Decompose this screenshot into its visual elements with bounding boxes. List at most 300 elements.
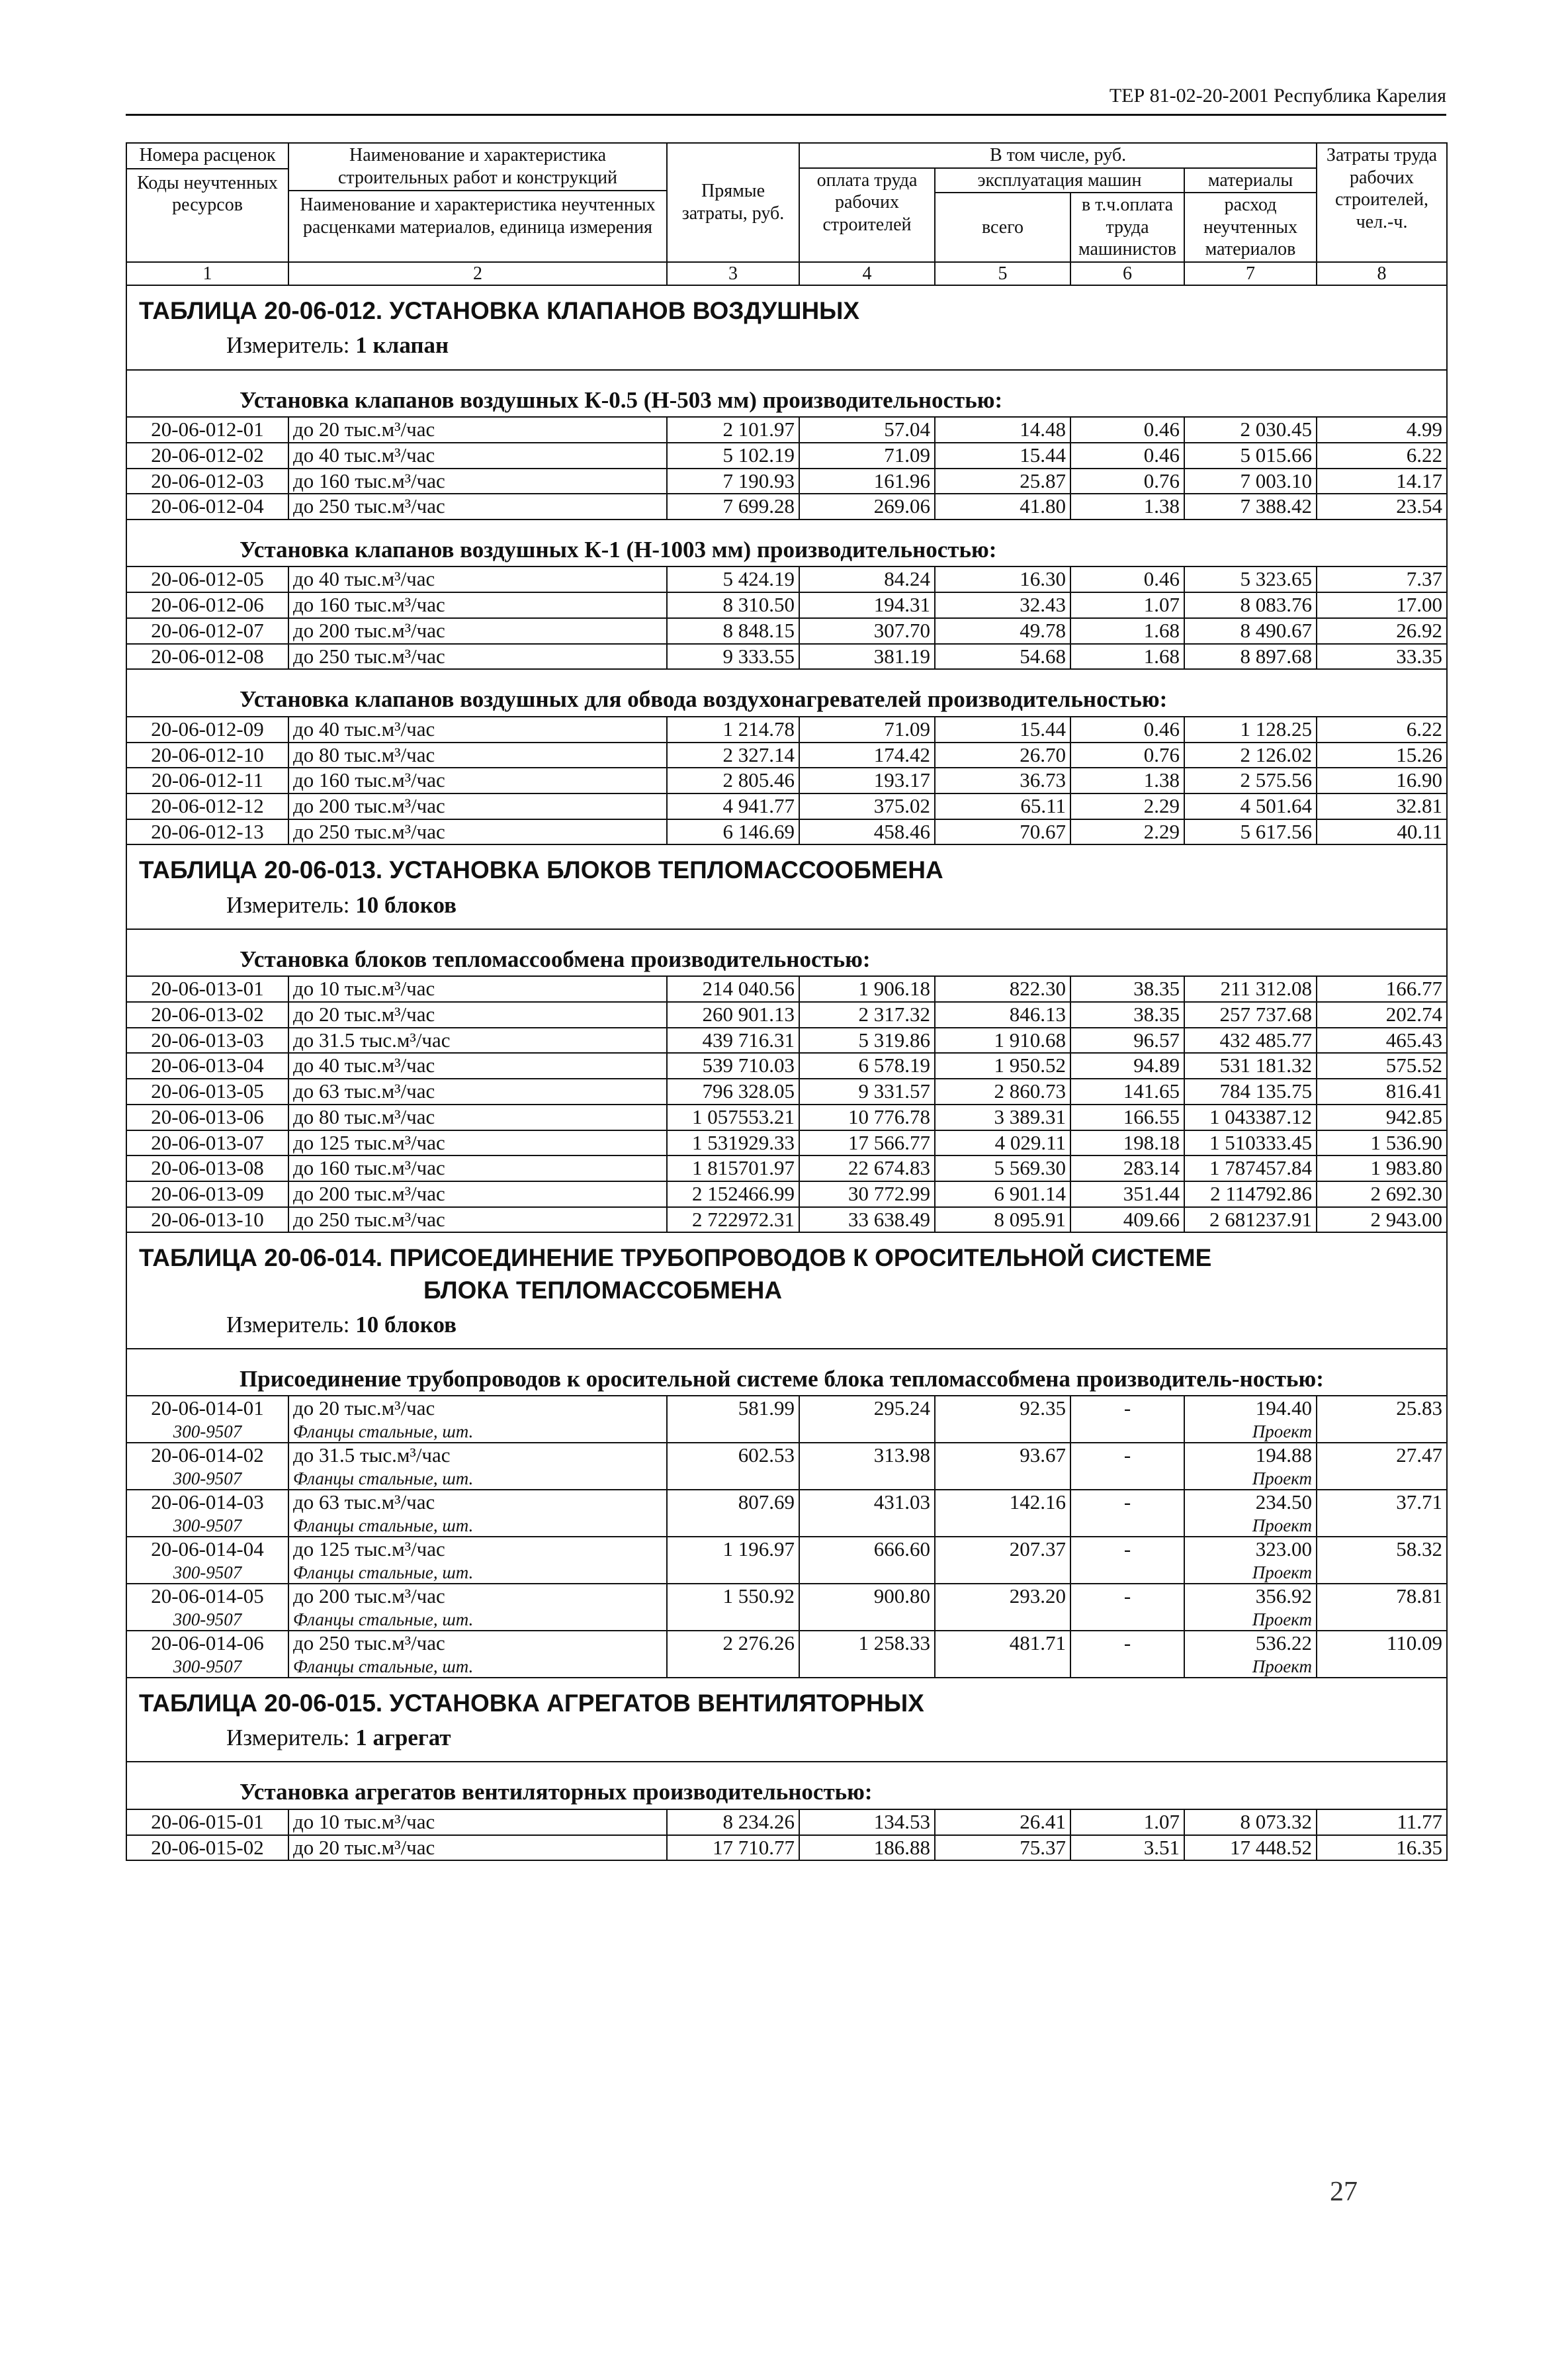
machines-total: 142.16 [935, 1490, 1070, 1515]
materials-cost: 1 510333.45 [1184, 1130, 1317, 1156]
table-subrow [126, 1656, 1447, 1678]
rate-name: до 250 тыс.м³/час [288, 1207, 667, 1233]
labor-hours: 1 536.90 [1317, 1130, 1447, 1156]
table-row [126, 1181, 1447, 1207]
wages: 33 638.49 [799, 1207, 935, 1233]
table-row [126, 1809, 1447, 1835]
section-heading: Присоединение трубопроводов к оросительной системе блока тепломассобмена производитель-ностью: [126, 1349, 1447, 1396]
machinists-wages: 198.18 [1070, 1130, 1184, 1156]
materials-cost: 4 501.64 [1184, 793, 1317, 819]
machinists-wages: 0.46 [1070, 417, 1184, 443]
direct-cost: 5 424.19 [667, 566, 799, 592]
rate-name: до 63 тыс.м³/час [288, 1490, 667, 1515]
materials-cost: 5 323.65 [1184, 566, 1317, 592]
machines-total: 26.41 [935, 1809, 1070, 1835]
machinists-wages: 38.35 [1070, 1002, 1184, 1028]
rate-code: 20-06-013-05 [126, 1079, 288, 1105]
empty-cell [799, 1421, 935, 1443]
table-title-row [126, 285, 1447, 330]
labor-hours: 942.85 [1317, 1105, 1447, 1130]
rate-name: до 20 тыс.м³/час [288, 417, 667, 443]
measure-label: Измеритель: [226, 1725, 350, 1751]
section-heading-row [126, 929, 1447, 977]
rate-name: до 160 тыс.м³/час [288, 592, 667, 618]
machines-total: 75.37 [935, 1835, 1070, 1861]
materials-cost: 2 681237.91 [1184, 1207, 1317, 1233]
rate-name: до 40 тыс.м³/час [288, 443, 667, 469]
rate-name: до 40 тыс.м³/час [288, 566, 667, 592]
table-title [126, 1678, 1447, 1722]
materials-cost: 356.92 [1184, 1584, 1317, 1609]
rate-code: 20-06-012-06 [126, 592, 288, 618]
empty-cell [935, 1468, 1070, 1490]
resource-code: 300-9507 [126, 1609, 288, 1631]
rate-name: до 200 тыс.м³/час [288, 1584, 667, 1609]
rate-code: 20-06-012-11 [126, 768, 288, 793]
labor-hours: 6.22 [1317, 443, 1447, 469]
materials-cost: 2 575.56 [1184, 768, 1317, 793]
section-heading: Установка клапанов воздушных для обвода воздухонагревателей производительностью: [126, 669, 1447, 717]
table-subrow [126, 1562, 1447, 1584]
machines-total: 5 569.30 [935, 1155, 1070, 1181]
machines-total: 92.35 [935, 1396, 1070, 1421]
rate-name: до 200 тыс.м³/час [288, 618, 667, 644]
rate-name: до 20 тыс.м³/час [288, 1002, 667, 1028]
table-row [126, 566, 1447, 592]
direct-cost: 5 102.19 [667, 443, 799, 469]
labor-hours: 16.35 [1317, 1835, 1447, 1861]
machines-total: 36.73 [935, 768, 1070, 793]
rate-code: 20-06-013-04 [126, 1053, 288, 1079]
table-row [126, 1130, 1447, 1156]
labor-hours: 40.11 [1317, 819, 1447, 845]
wages: 10 776.78 [799, 1105, 935, 1130]
rate-name: до 160 тыс.м³/час [288, 1155, 667, 1181]
labor-hours: 26.92 [1317, 618, 1447, 644]
col-code-header [126, 143, 288, 262]
direct-cost: 7 699.28 [667, 494, 799, 520]
materials-cost: 1 043387.12 [1184, 1105, 1317, 1130]
empty-cell [799, 1515, 935, 1537]
resource-name: Фланцы стальные, шт. [288, 1468, 667, 1490]
empty-cell [667, 1515, 799, 1537]
materials-cost: 8 490.67 [1184, 618, 1317, 644]
table-row [126, 1835, 1447, 1861]
resource-materials: Проект [1184, 1515, 1317, 1537]
col-machines-header: всего [935, 193, 1070, 262]
materials-cost: 8 083.76 [1184, 592, 1317, 618]
col-number: 1 [126, 262, 288, 285]
wages: 193.17 [799, 768, 935, 793]
wages: 313.98 [799, 1443, 935, 1468]
direct-cost: 2 101.97 [667, 417, 799, 443]
resource-code: 300-9507 [126, 1421, 288, 1443]
measure-unit [126, 1722, 1447, 1762]
rate-name: до 250 тыс.м³/час [288, 819, 667, 845]
measure-unit [126, 889, 1447, 929]
table-subrow [126, 1421, 1447, 1443]
rate-name: до 250 тыс.м³/час [288, 494, 667, 520]
rate-name: до 160 тыс.м³/час [288, 469, 667, 494]
resource-name: Фланцы стальные, шт. [288, 1515, 667, 1537]
rate-code: 20-06-013-07 [126, 1130, 288, 1156]
machines-total: 15.44 [935, 717, 1070, 743]
rates-table [126, 142, 1448, 1861]
direct-cost: 539 710.03 [667, 1053, 799, 1079]
machinists-wages: - [1070, 1631, 1184, 1656]
machinists-wages: 0.76 [1070, 469, 1184, 494]
table-title-text: ТАБЛИЦА 20-06-012. УСТАНОВКА КЛАПАНОВ ВОЗДУШНЫХ [139, 297, 860, 325]
machines-total: 93.67 [935, 1443, 1070, 1468]
empty-cell [935, 1609, 1070, 1631]
rate-code: 20-06-013-02 [126, 1002, 288, 1028]
table-subrow [126, 1609, 1447, 1631]
rate-name: до 20 тыс.м³/час [288, 1835, 667, 1861]
resource-materials: Проект [1184, 1656, 1317, 1678]
wages: 1 906.18 [799, 976, 935, 1002]
machines-total: 14.48 [935, 417, 1070, 443]
wages: 161.96 [799, 469, 935, 494]
materials-cost: 323.00 [1184, 1537, 1317, 1562]
rate-name: до 80 тыс.м³/час [288, 743, 667, 768]
measure-label: Измеритель: [226, 1311, 350, 1337]
labor-hours: 6.22 [1317, 717, 1447, 743]
resource-name: Фланцы стальные, шт. [288, 1421, 667, 1443]
machines-total: 8 095.91 [935, 1207, 1070, 1233]
labor-hours: 78.81 [1317, 1584, 1447, 1609]
materials-cost: 2 126.02 [1184, 743, 1317, 768]
wages: 9 331.57 [799, 1079, 935, 1105]
table-row [126, 1537, 1447, 1562]
labor-hours: 465.43 [1317, 1028, 1447, 1054]
labor-hours: 23.54 [1317, 494, 1447, 520]
rate-code: 20-06-015-01 [126, 1809, 288, 1835]
direct-cost: 439 716.31 [667, 1028, 799, 1054]
empty-cell [667, 1609, 799, 1631]
table-row [126, 1443, 1447, 1468]
resource-name: Фланцы стальные, шт. [288, 1562, 667, 1584]
direct-cost: 17 710.77 [667, 1835, 799, 1861]
rate-name: до 160 тыс.м³/час [288, 768, 667, 793]
materials-cost: 234.50 [1184, 1490, 1317, 1515]
materials-cost: 5 617.56 [1184, 819, 1317, 845]
col-number: 2 [288, 262, 667, 285]
machines-total: 1 950.52 [935, 1053, 1070, 1079]
machines-total: 70.67 [935, 819, 1070, 845]
rate-name: до 10 тыс.м³/час [288, 976, 667, 1002]
col-number: 3 [667, 262, 799, 285]
direct-cost: 260 901.13 [667, 1002, 799, 1028]
section-heading-row [126, 520, 1447, 567]
rate-code: 20-06-014-03 [126, 1490, 288, 1515]
machines-total: 6 901.14 [935, 1181, 1070, 1207]
table-row [126, 417, 1447, 443]
rate-code: 20-06-013-10 [126, 1207, 288, 1233]
col-name-top: Наименование и характеристика строительных работ и конструкций [337, 145, 618, 188]
wages: 1 258.33 [799, 1631, 935, 1656]
wages: 30 772.99 [799, 1181, 935, 1207]
machines-total: 25.87 [935, 469, 1070, 494]
measure-value: 10 блоков [355, 1311, 457, 1337]
machinists-wages: 94.89 [1070, 1053, 1184, 1079]
measure-label: Измеритель: [226, 891, 350, 918]
empty-cell [667, 1562, 799, 1584]
labor-hours: 37.71 [1317, 1490, 1447, 1515]
machinists-wages: - [1070, 1584, 1184, 1609]
rate-name: до 10 тыс.м³/час [288, 1809, 667, 1835]
labor-hours: 575.52 [1317, 1053, 1447, 1079]
machinists-wages: 0.46 [1070, 717, 1184, 743]
rate-code: 20-06-013-03 [126, 1028, 288, 1054]
col-direct-header: Прямые затраты, руб. [667, 143, 799, 262]
labor-hours: 166.77 [1317, 976, 1447, 1002]
rate-name: до 31.5 тыс.м³/час [288, 1443, 667, 1468]
direct-cost: 9 333.55 [667, 644, 799, 670]
col-number: 5 [935, 262, 1070, 285]
wages: 71.09 [799, 717, 935, 743]
materials-cost: 211 312.08 [1184, 976, 1317, 1002]
labor-hours: 15.26 [1317, 743, 1447, 768]
col-code-top: Номера расценок [139, 145, 276, 165]
table-row [126, 717, 1447, 743]
resource-code: 300-9507 [126, 1468, 288, 1490]
machines-total: 65.11 [935, 793, 1070, 819]
empty-cell [1317, 1656, 1447, 1678]
labor-hours: 58.32 [1317, 1537, 1447, 1562]
materials-cost: 194.88 [1184, 1443, 1317, 1468]
wages: 186.88 [799, 1835, 935, 1861]
labor-hours: 14.17 [1317, 469, 1447, 494]
rate-code: 20-06-012-05 [126, 566, 288, 592]
empty-cell [935, 1656, 1070, 1678]
table-title-row [126, 1232, 1447, 1308]
wages: 5 319.86 [799, 1028, 935, 1054]
col-number: 4 [799, 262, 935, 285]
direct-cost: 2 327.14 [667, 743, 799, 768]
materials-cost: 531 181.32 [1184, 1053, 1317, 1079]
rate-code: 20-06-014-01 [126, 1396, 288, 1421]
resource-materials: Проект [1184, 1609, 1317, 1631]
column-numbers-row [126, 262, 1447, 285]
empty-cell [799, 1562, 935, 1584]
col-machinists-header: в т.ч.оплата труда машинистов [1070, 193, 1184, 262]
rate-code: 20-06-012-03 [126, 469, 288, 494]
table-title [126, 285, 1447, 330]
measure-row [126, 1722, 1447, 1762]
table-row [126, 1396, 1447, 1421]
empty-cell [1317, 1515, 1447, 1537]
table-row [126, 743, 1447, 768]
empty-cell [799, 1609, 935, 1631]
table-row [126, 1002, 1447, 1028]
resource-materials: Проект [1184, 1562, 1317, 1584]
direct-cost: 6 146.69 [667, 819, 799, 845]
machinists-wages: 1.68 [1070, 618, 1184, 644]
table-subrow [126, 1515, 1447, 1537]
rate-name: до 80 тыс.м³/час [288, 1105, 667, 1130]
rate-name: до 250 тыс.м³/час [288, 1631, 667, 1656]
materials-cost: 17 448.52 [1184, 1835, 1317, 1861]
machinists-wages: 0.76 [1070, 743, 1184, 768]
direct-cost: 1 057553.21 [667, 1105, 799, 1130]
resource-code: 300-9507 [126, 1515, 288, 1537]
materials-cost: 536.22 [1184, 1631, 1317, 1656]
machines-total: 2 860.73 [935, 1079, 1070, 1105]
machinists-wages: 0.46 [1070, 443, 1184, 469]
direct-cost: 1 196.97 [667, 1537, 799, 1562]
col-number: 6 [1070, 262, 1184, 285]
rate-name: до 200 тыс.м³/час [288, 1181, 667, 1207]
table-row [126, 1207, 1447, 1233]
table-title-text: ТАБЛИЦА 20-06-014. ПРИСОЕДИНЕНИЕ ТРУБОПРОВОДОВ К ОРОСИТЕЛЬНОЙ СИСТЕМЕ [139, 1244, 1212, 1272]
resource-materials: Проект [1184, 1468, 1317, 1490]
machinists-wages: 3.51 [1070, 1835, 1184, 1861]
wages: 57.04 [799, 417, 935, 443]
table-title-row [126, 844, 1447, 889]
direct-cost: 1 815701.97 [667, 1155, 799, 1181]
labor-hours: 202.74 [1317, 1002, 1447, 1028]
empty-cell [667, 1468, 799, 1490]
rate-code: 20-06-012-07 [126, 618, 288, 644]
direct-cost: 1 214.78 [667, 717, 799, 743]
materials-cost: 8 073.32 [1184, 1809, 1317, 1835]
wages: 431.03 [799, 1490, 935, 1515]
labor-hours: 32.81 [1317, 793, 1447, 819]
col-code-bottom: Коды неучтенных ресурсов [127, 168, 288, 216]
table-title-row [126, 1678, 1447, 1722]
table-row [126, 443, 1447, 469]
labor-hours: 33.35 [1317, 644, 1447, 670]
table-row [126, 976, 1447, 1002]
measure-row [126, 1309, 1447, 1349]
table-row [126, 1584, 1447, 1609]
table-row [126, 1053, 1447, 1079]
rate-code: 20-06-012-08 [126, 644, 288, 670]
machines-total: 16.30 [935, 566, 1070, 592]
col-labor-header: Затраты труда рабочих строителей, чел.-ч. [1317, 143, 1447, 262]
materials-cost: 5 015.66 [1184, 443, 1317, 469]
labor-hours: 1 983.80 [1317, 1155, 1447, 1181]
empty-cell [935, 1421, 1070, 1443]
wages: 269.06 [799, 494, 935, 520]
rate-code: 20-06-012-02 [126, 443, 288, 469]
wages: 295.24 [799, 1396, 935, 1421]
direct-cost: 581.99 [667, 1396, 799, 1421]
wages: 458.46 [799, 819, 935, 845]
materials-cost: 194.40 [1184, 1396, 1317, 1421]
machinists-wages: - [1070, 1537, 1184, 1562]
table-body [126, 285, 1447, 1860]
table-title [126, 844, 1447, 889]
section-heading-row [126, 1349, 1447, 1396]
labor-hours: 7.37 [1317, 566, 1447, 592]
rate-code: 20-06-014-05 [126, 1584, 288, 1609]
section-heading-row [126, 1762, 1447, 1809]
machines-total: 1 910.68 [935, 1028, 1070, 1054]
machinists-wages: 0.46 [1070, 566, 1184, 592]
resource-code: 300-9507 [126, 1562, 288, 1584]
machines-total: 41.80 [935, 494, 1070, 520]
table-row [126, 1631, 1447, 1656]
materials-cost: 1 128.25 [1184, 717, 1317, 743]
empty-cell [1070, 1609, 1184, 1631]
rate-code: 20-06-013-01 [126, 976, 288, 1002]
empty-cell [799, 1468, 935, 1490]
resource-name: Фланцы стальные, шт. [288, 1609, 667, 1631]
machinists-wages: 1.07 [1070, 1809, 1184, 1835]
machinists-wages: 1.38 [1070, 494, 1184, 520]
col-name-bottom: Наименование и характеристика неучтенных расценками материалов, единица измерения [289, 190, 666, 238]
section-heading: Установка блоков тепломассообмена производительностью: [126, 929, 1447, 977]
table-row [126, 469, 1447, 494]
col-materials-group: материалы [1184, 168, 1317, 193]
rate-code: 20-06-012-01 [126, 417, 288, 443]
rate-name: до 31.5 тыс.м³/час [288, 1028, 667, 1054]
machines-total: 54.68 [935, 644, 1070, 670]
rate-name: до 63 тыс.м³/час [288, 1079, 667, 1105]
page-number: 27 [1330, 2177, 1358, 2207]
table-row [126, 1105, 1447, 1130]
empty-cell [1317, 1468, 1447, 1490]
empty-cell [935, 1562, 1070, 1584]
machines-total: 822.30 [935, 976, 1070, 1002]
machinists-wages: 409.66 [1070, 1207, 1184, 1233]
machines-total: 49.78 [935, 618, 1070, 644]
table-row [126, 618, 1447, 644]
wages: 134.53 [799, 1809, 935, 1835]
labor-hours: 16.90 [1317, 768, 1447, 793]
header-text: ТЕР 81-02-20-2001 Республика Карелия [1109, 85, 1446, 107]
wages: 6 578.19 [799, 1053, 935, 1079]
measure-label: Измеритель: [226, 332, 350, 359]
measure-unit [126, 330, 1447, 369]
machines-total: 32.43 [935, 592, 1070, 618]
measure-value: 1 агрегат [355, 1725, 451, 1751]
wages: 71.09 [799, 443, 935, 469]
col-materials-header: расход неучтенных материалов [1184, 193, 1317, 262]
direct-cost: 8 848.15 [667, 618, 799, 644]
materials-cost: 432 485.77 [1184, 1028, 1317, 1054]
empty-cell [1070, 1656, 1184, 1678]
direct-cost: 602.53 [667, 1443, 799, 1468]
machinists-wages: 166.55 [1070, 1105, 1184, 1130]
wages: 22 674.83 [799, 1155, 935, 1181]
col-wages-header: оплата труда рабочих строителей [799, 168, 935, 262]
materials-cost: 2 114792.86 [1184, 1181, 1317, 1207]
table-row [126, 644, 1447, 670]
labor-hours: 27.47 [1317, 1443, 1447, 1468]
materials-cost: 784 135.75 [1184, 1079, 1317, 1105]
direct-cost: 1 550.92 [667, 1584, 799, 1609]
section-heading: Установка агрегатов вентиляторных производительностью: [126, 1762, 1447, 1809]
rate-code: 20-06-014-06 [126, 1631, 288, 1656]
rate-code: 20-06-012-13 [126, 819, 288, 845]
direct-cost: 2 152466.99 [667, 1181, 799, 1207]
col-machines-group: эксплуатация машин [935, 168, 1184, 193]
materials-cost: 7 388.42 [1184, 494, 1317, 520]
materials-cost: 2 030.45 [1184, 417, 1317, 443]
wages: 2 317.32 [799, 1002, 935, 1028]
empty-cell [1317, 1421, 1447, 1443]
empty-cell [1070, 1562, 1184, 1584]
rate-code: 20-06-013-09 [126, 1181, 288, 1207]
machinists-wages: 283.14 [1070, 1155, 1184, 1181]
measure-row [126, 330, 1447, 369]
rate-code: 20-06-012-10 [126, 743, 288, 768]
wages: 900.80 [799, 1584, 935, 1609]
labor-hours: 17.00 [1317, 592, 1447, 618]
machinists-wages: 141.65 [1070, 1079, 1184, 1105]
